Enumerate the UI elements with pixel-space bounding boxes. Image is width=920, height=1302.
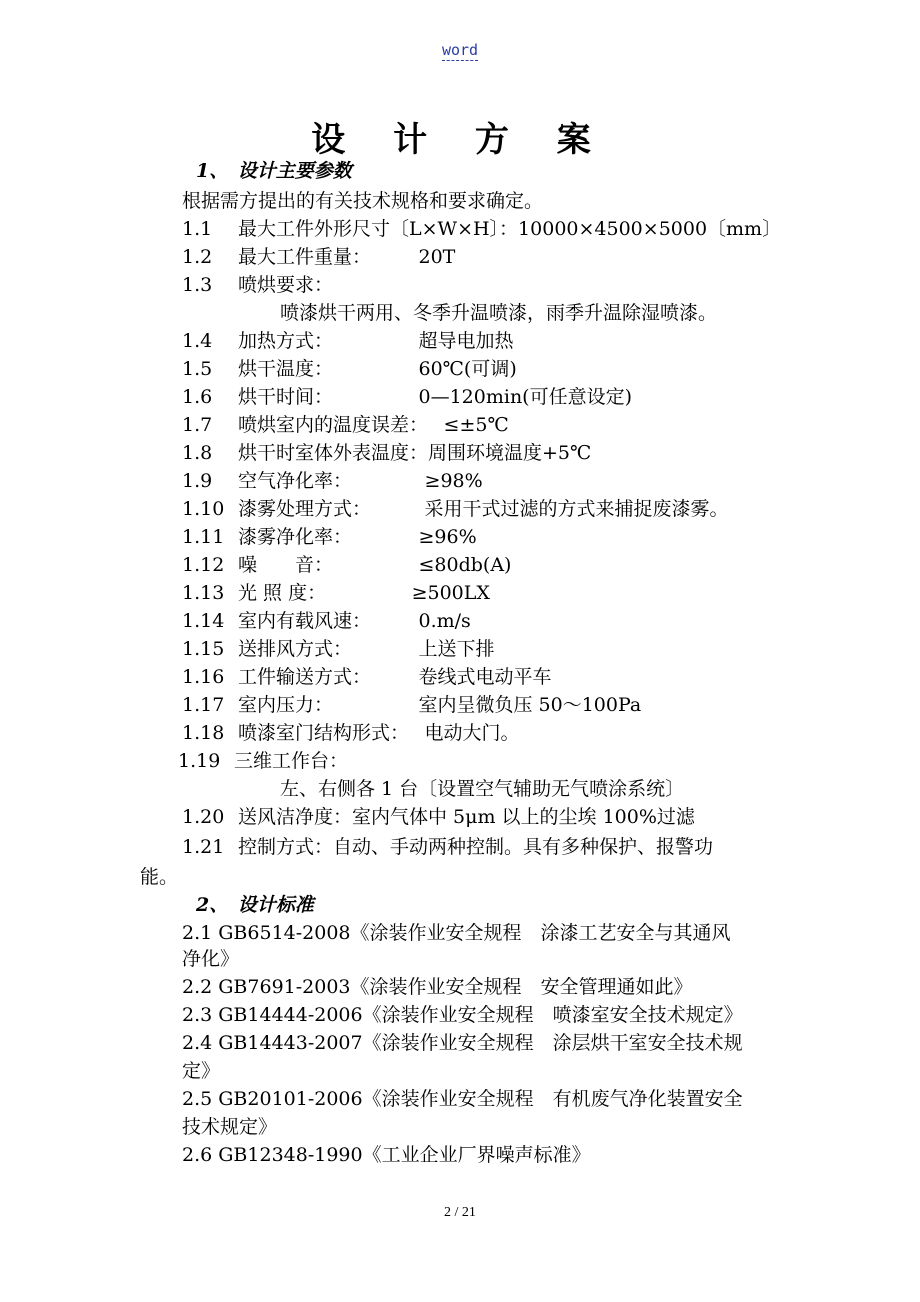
param-item [182,384,632,410]
param-item [182,468,483,494]
param-number: 1.8 [182,442,213,464]
param-number: 1.1 [182,218,213,240]
word-link-text[interactable]: word [441,41,479,59]
standard-line: 定》 [182,1060,221,1082]
standard-line: 2.1 GB6514-2008《涂装作业安全规程 涂漆工艺安全与其通风 [182,922,731,944]
param-item [182,636,495,662]
document-title: 设 计 方 案 [311,120,609,160]
param-text: 室内压力： 室内呈微负压 50～100Pa [238,694,642,716]
param-item [182,412,509,438]
param-number: 1.18 [182,722,225,744]
param-item [182,552,511,578]
param-text: 漆雾净化率： ≥96% [238,526,477,548]
standard-line: 技术规定》 [182,1116,278,1138]
standard-line: 2.3 GB14444-2006《涂装作业安全规程 喷漆室安全技术规定》 [182,1004,743,1026]
standard-line: 2.4 GB14443-2007《涂装作业安全规程 涂层烘干室安全技术规 [182,1032,743,1054]
param-text: 三维工作台： [234,750,349,772]
param-number: 1.19 [178,750,221,772]
param-number: 1.21 [182,836,225,858]
section1-heading: 1、 设计主要参数 [196,160,352,182]
section1-wrap-text: 能。 [140,866,179,888]
param-item [182,804,695,830]
param-item [280,300,717,326]
param-text: 喷烘室内的温度误差： ≤±5℃ [238,414,509,436]
param-item [182,328,514,354]
param-text: 送排风方式： 上送下排 [238,638,495,660]
param-number: 1.20 [182,806,225,828]
param-text: 最大工件重量： 20T [238,246,456,268]
param-number: 1.10 [182,498,225,520]
param-item [182,244,455,270]
param-item [182,692,641,718]
param-item [182,580,490,606]
param-number: 1.11 [182,526,225,548]
param-text: 控制方式：自动、手动两种控制。具有多种保护、报警功 [238,836,714,858]
param-text: 噪 音： ≤80db(A) [238,554,512,576]
param-number: 1.16 [182,666,225,688]
param-text: 烘干时间： 0—120min(可任意设定) [238,386,633,408]
param-item [182,216,781,242]
param-number: 1.4 [182,330,213,352]
param-text: 光 照 度： ≥500LX [238,582,490,604]
param-text: 加热方式： 超导电加热 [238,330,514,352]
param-text: 室内有载风速： 0.m/s [238,610,471,632]
param-text: 烘干时室体外表温度：周围环境温度+5℃ [238,442,592,464]
param-item [178,748,348,774]
param-text: 左、右侧各 1 台〔设置空气辅助无气喷涂系统〕 [280,778,685,800]
param-text: 漆雾处理方式： 采用干式过滤的方式来捕捉废漆雾。 [238,498,729,520]
standard-line: 2.2 GB7691-2003《涂装作业安全规程 安全管理通如此》 [182,976,693,998]
param-item [182,272,333,298]
param-item [182,834,713,860]
param-number: 1.6 [182,386,213,408]
param-text: 烘干温度： 60℃(可调) [238,358,517,380]
param-text: 喷漆室门结构形式： 电动大门。 [238,722,520,744]
standard-line: 2.6 GB12348-1990《工业企业厂界噪声标准》 [182,1144,591,1166]
param-item [182,608,471,634]
param-number: 1.2 [182,246,213,268]
param-text: 最大工件外形尺寸〔L×W×H〕：10000×4500×5000〔mm〕 [238,218,782,240]
param-number: 1.14 [182,610,225,632]
param-number: 1.3 [182,274,213,296]
param-text: 送风洁净度：室内气体中 5μm 以上的尘埃 100%过滤 [238,806,695,828]
param-text: 空气净化率： ≥98% [238,470,483,492]
param-item [182,356,517,382]
param-text: 喷漆烘干两用、冬季升温喷漆，雨季升温除湿喷漆。 [280,302,718,324]
param-item [182,496,729,522]
section2-heading: 2、 设计标准 [196,894,314,916]
param-number: 1.9 [182,470,213,492]
param-number: 1.5 [182,358,213,380]
param-text: 工件输送方式： 卷线式电动平车 [238,666,552,688]
param-number: 1.7 [182,414,213,436]
param-item [182,720,520,746]
standard-line: 净化》 [182,948,240,970]
param-number: 1.13 [182,582,225,604]
param-number: 1.17 [182,694,225,716]
param-item [182,664,552,690]
param-item [182,524,477,550]
param-number: 1.15 [182,638,225,660]
header-word-link[interactable] [0,41,920,59]
param-number: 1.12 [182,554,225,576]
standard-line: 2.5 GB20101-2006《涂装作业安全规程 有机废气净化装置安全 [182,1088,743,1110]
param-item [280,776,684,802]
section1-intro: 根据需方提出的有关技术规格和要求确定。 [182,190,544,212]
param-text: 喷烘要求： [238,274,334,296]
page-number: 2 / 21 [444,1205,476,1220]
param-item [182,440,591,466]
